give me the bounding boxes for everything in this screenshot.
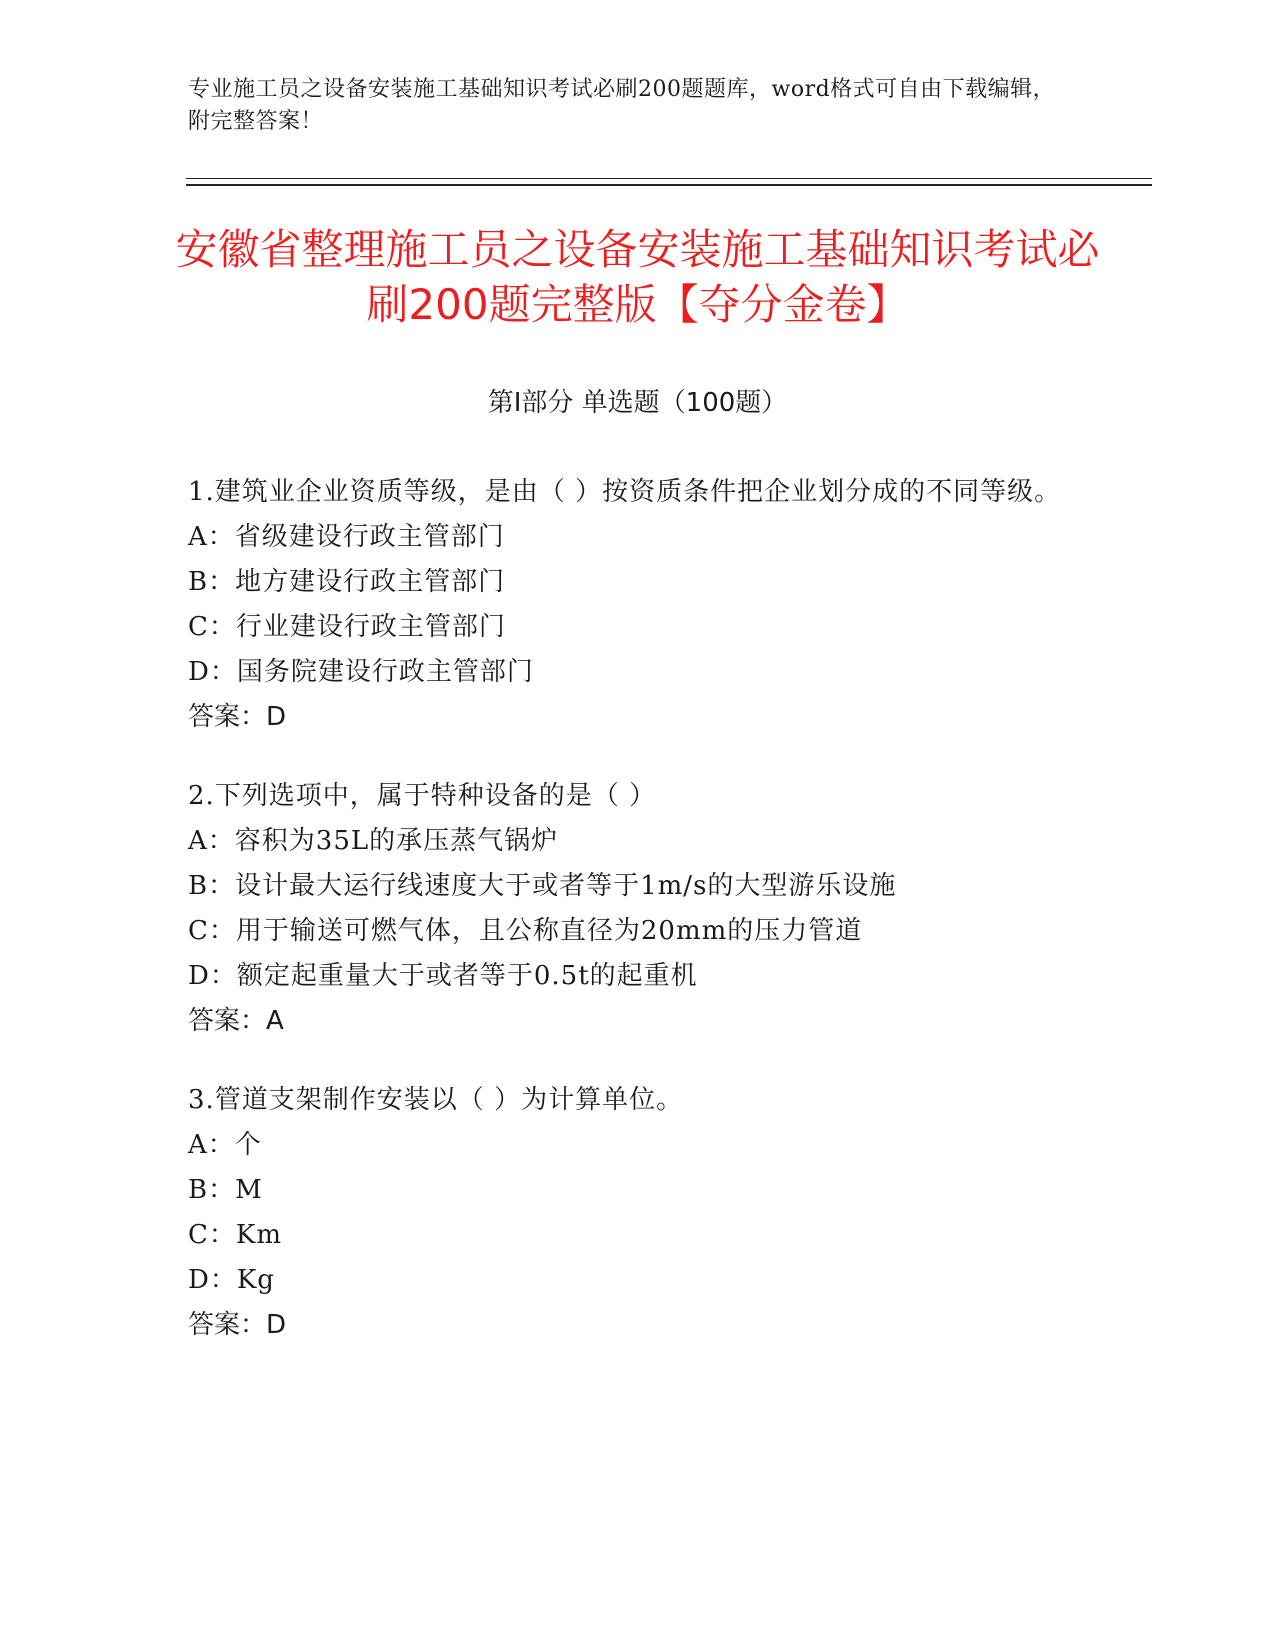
header-rule-thick bbox=[186, 184, 1152, 186]
option-d: D：额定起重量大于或者等于0.5t的起重机 bbox=[188, 961, 698, 991]
question-2 bbox=[188, 774, 1088, 1044]
option-b: B：地方建设行政主管部门 bbox=[188, 567, 506, 597]
question-1 bbox=[188, 470, 1088, 740]
answer: 答案：D bbox=[188, 1310, 287, 1340]
question-3 bbox=[188, 1078, 1088, 1348]
header-rule-thin bbox=[186, 178, 1152, 179]
question-stem: 3.管道支架制作安装以（ ）为计算单位。 bbox=[188, 1085, 684, 1115]
option-c: C：用于输送可燃气体，且公称直径为20mm的压力管道 bbox=[188, 916, 863, 946]
answer: 答案：D bbox=[188, 702, 287, 732]
option-b: B：设计最大运行线速度大于或者等于1m/s的大型游乐设施 bbox=[188, 871, 897, 901]
header-note: 专业施工员之设备安装施工基础知识考试必刷200题题库，word格式可自由下载编辑，附完整答案！ bbox=[188, 77, 1056, 134]
option-d: D：国务院建设行政主管部门 bbox=[188, 657, 534, 687]
option-a: A：省级建设行政主管部门 bbox=[188, 522, 505, 552]
option-c: C：Km bbox=[188, 1220, 282, 1250]
answer: 答案：A bbox=[188, 1006, 284, 1036]
question-stem: 1.建筑业企业资质等级，是由（ ）按资质条件把企业划分成的不同等级。 bbox=[188, 477, 1062, 507]
option-d: D：Kg bbox=[188, 1265, 275, 1295]
document-title: 安徽省整理施工员之设备安装施工基础知识考试必刷200题完整版【夺分金卷】 bbox=[175, 225, 1100, 329]
option-b: B：M bbox=[188, 1175, 263, 1205]
option-a: A：容积为35L的承压蒸气锅炉 bbox=[188, 826, 559, 856]
question-stem: 2.下列选项中，属于特种设备的是（ ） bbox=[188, 781, 657, 811]
option-a: A：个 bbox=[188, 1130, 262, 1160]
question-list bbox=[188, 470, 1088, 1382]
option-c: C：行业建设行政主管部门 bbox=[188, 612, 506, 642]
section-title: 第I部分 单选题（100题） bbox=[487, 388, 788, 418]
